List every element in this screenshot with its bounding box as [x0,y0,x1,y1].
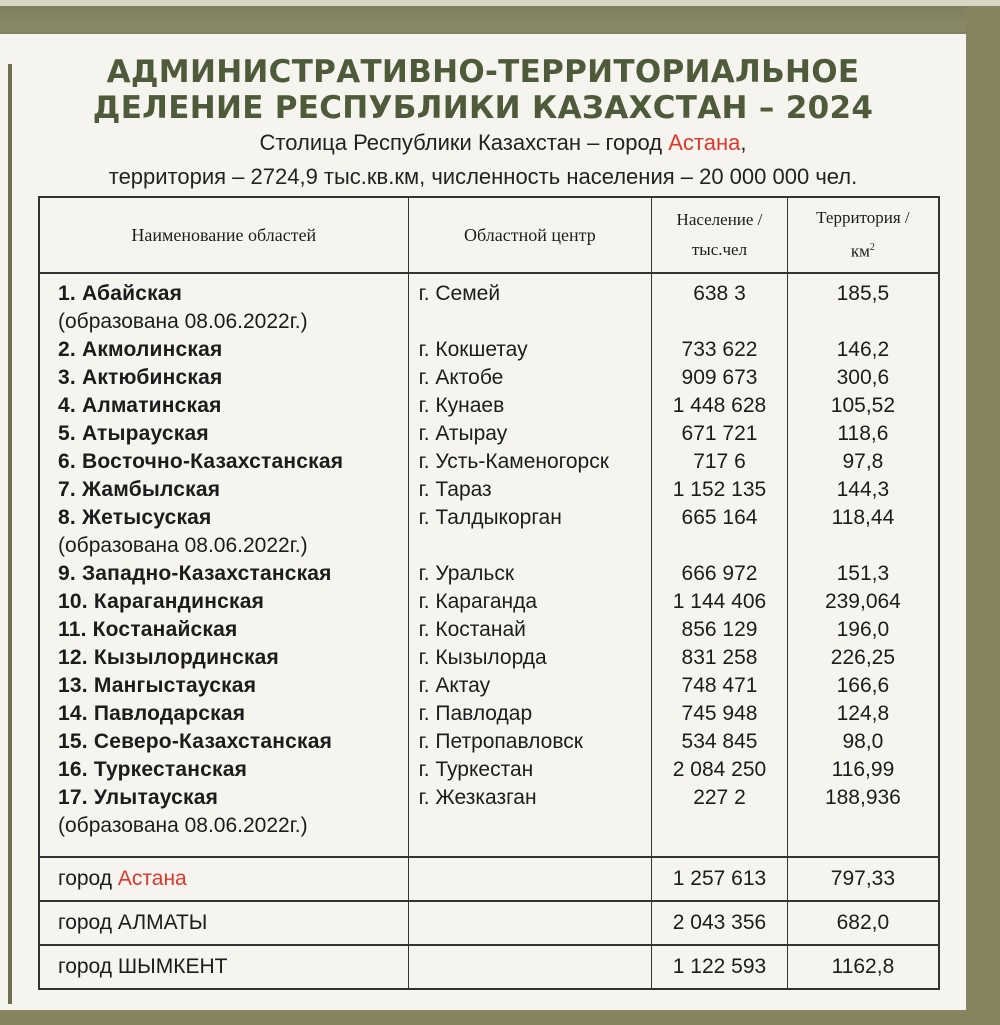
region-territory: 196,0 [787,616,939,644]
city-prefix: город [58,867,118,890]
region-center: г. Усть-Каменогорск [408,448,652,476]
region-population: 671 721 [652,420,788,448]
region-name: 4. Алматинская [58,394,222,417]
region-population: 666 972 [652,560,788,588]
region-name: 5. Атырауская [58,422,209,445]
region-population: 1 144 406 [652,588,788,616]
region-name: 3. Актюбинская [58,366,223,389]
capital-name: Астана [668,130,741,155]
region-territory: 300,6 [787,364,939,392]
population-header-line-1: Население / [676,210,763,229]
region-population: 745 948 [652,700,788,728]
region-population: 1 152 135 [652,476,788,504]
region-center: г. Атырау [408,420,652,448]
region-name: 11. Костанайская [58,618,238,641]
region-territory: 118,6 [787,420,939,448]
region-name-cell [39,672,408,700]
left-rule [8,64,12,1004]
city-name-cell [39,945,408,989]
population-header-line-2: тыс.чел [691,240,748,259]
table-row [39,336,939,364]
city-territory: 1162,8 [787,945,939,989]
table-row [39,672,939,700]
table-row [39,448,939,476]
table-row [39,728,939,756]
city-territory: 682,0 [787,901,939,945]
territory-header-sup: 2 [869,242,875,254]
regions-table [38,196,940,990]
region-name: 6. Восточно-Казахстанская [58,450,344,473]
table-row [39,420,939,448]
city-center-empty [408,857,652,901]
region-territory: 188,936 [787,784,939,857]
table-row [39,392,939,420]
region-center: г. Кунаев [408,392,652,420]
region-territory: 226,25 [787,644,939,672]
city-name: Астана [117,867,187,890]
region-territory: 116,99 [787,756,939,784]
region-territory: 118,44 [787,504,939,560]
subtitle-line-1 [20,130,986,156]
region-territory: 98,0 [787,728,939,756]
city-row [39,901,939,945]
region-center: г. Костанай [408,616,652,644]
column-header-region: Наименование областей [39,197,408,273]
region-note: (образована 08.06.2022г.) [58,534,308,557]
region-name-cell [39,756,408,784]
region-population: 638 3 [652,273,788,336]
region-center: г. Талдыкорган [408,504,652,560]
region-center: г. Кызылорда [408,644,652,672]
region-territory: 239,064 [787,588,939,616]
title-line-1: АДМИНИСТРАТИВНО-ТЕРРИТОРИАЛЬНОЕ [106,54,860,90]
table-row [39,273,939,336]
cities-body [39,857,939,989]
territory-header-line-2: км [850,241,870,261]
region-name-cell [39,504,408,560]
region-name: 12. Кызылординская [58,646,279,669]
column-header-population [652,197,788,273]
region-population: 717 6 [652,448,788,476]
table-header-row [39,197,939,273]
table-row [39,560,939,588]
region-territory: 144,3 [787,476,939,504]
region-name-cell [39,448,408,476]
region-center: г. Актобе [408,364,652,392]
city-population: 1 122 593 [652,945,788,989]
region-name-cell [39,784,408,857]
region-name-cell [39,560,408,588]
region-population: 909 673 [652,364,788,392]
regions-body [39,273,939,857]
region-name-cell [39,588,408,616]
table-row [39,616,939,644]
title-line-2: ДЕЛЕНИЕ РЕСПУБЛИКИ КАЗАХСТАН – 2024 [92,90,874,126]
region-population: 748 471 [652,672,788,700]
region-name-cell [39,336,408,364]
region-center: г. Петропавловск [408,728,652,756]
region-territory: 185,5 [787,273,939,336]
territory-header-line-1: Территория / [816,208,910,228]
city-prefix: город [58,911,118,934]
region-population: 534 845 [652,728,788,756]
column-header-territory [787,197,939,273]
region-territory: 166,6 [787,672,939,700]
table-row [39,588,939,616]
table-row [39,644,939,672]
region-name: 14. Павлодарская [58,702,246,725]
region-name-cell [39,700,408,728]
region-population: 665 164 [652,504,788,560]
region-name-cell [39,273,408,336]
region-name-cell [39,364,408,392]
region-population: 733 622 [652,336,788,364]
region-population: 2 084 250 [652,756,788,784]
region-center: г. Актау [408,672,652,700]
region-population: 227 2 [652,784,788,857]
region-name: 2. Акмолинская [58,338,223,361]
region-population: 856 129 [652,616,788,644]
city-name-cell [39,901,408,945]
region-center: г. Тараз [408,476,652,504]
region-territory: 97,8 [787,448,939,476]
region-name-cell [39,476,408,504]
city-name: АЛМАТЫ [117,911,208,934]
table-row [39,504,939,560]
region-center: г. Семей [408,273,652,336]
bottom-frame [0,1010,1000,1025]
city-row [39,857,939,901]
column-header-center: Областной центр [408,197,652,273]
subtitle-suffix: , [740,130,747,155]
region-name: 16. Туркестанская [58,758,248,781]
document-sheet [0,34,966,1010]
region-territory: 146,2 [787,336,939,364]
city-row [39,945,939,989]
region-note: (образована 08.06.2022г.) [58,814,308,837]
region-note: (образована 08.06.2022г.) [58,310,308,333]
region-population: 1 448 628 [652,392,788,420]
city-territory: 797,33 [787,857,939,901]
region-name: 1. Абайская [58,282,183,305]
region-name: 10. Карагандинская [58,590,265,613]
region-center: г. Павлодар [408,700,652,728]
region-name: 7. Жамбылская [58,478,221,501]
region-center: г. Уральск [408,560,652,588]
city-name-cell [39,857,408,901]
region-name: 17. Улытауская [58,786,219,809]
table-row [39,700,939,728]
region-name-cell [39,420,408,448]
table-row [39,784,939,857]
city-name: ШЫМКЕНТ [117,955,228,978]
city-prefix: город [58,955,118,978]
region-center: г. Туркестан [408,756,652,784]
table-row [39,364,939,392]
region-territory: 105,52 [787,392,939,420]
region-name-cell [39,644,408,672]
region-name: 13. Мангыстауская [58,674,257,697]
region-name-cell [39,616,408,644]
table-row [39,476,939,504]
region-name: 8. Жетысуская [58,506,212,529]
table-row [39,756,939,784]
city-population: 1 257 613 [652,857,788,901]
region-territory: 124,8 [787,700,939,728]
region-center: г. Караганда [408,588,652,616]
region-territory: 151,3 [787,560,939,588]
city-population: 2 043 356 [652,901,788,945]
region-name-cell [39,728,408,756]
top-strip [0,0,1000,6]
right-frame [966,6,1000,1025]
subtitle-prefix: Столица Республики Казахстан – город [259,130,669,155]
city-center-empty [408,901,652,945]
subtitle-line-2: территория – 2724,9 тыс.кв.км, численность населения – 20 000 000 чел. [108,164,858,189]
region-name: 15. Северо-Казахстанская [58,730,333,753]
region-center: г. Кокшетау [408,336,652,364]
region-name-cell [39,392,408,420]
region-name: 9. Западно-Казахстанская [58,562,332,585]
region-center: г. Жезказган [408,784,652,857]
region-population: 831 258 [652,644,788,672]
city-center-empty [408,945,652,989]
